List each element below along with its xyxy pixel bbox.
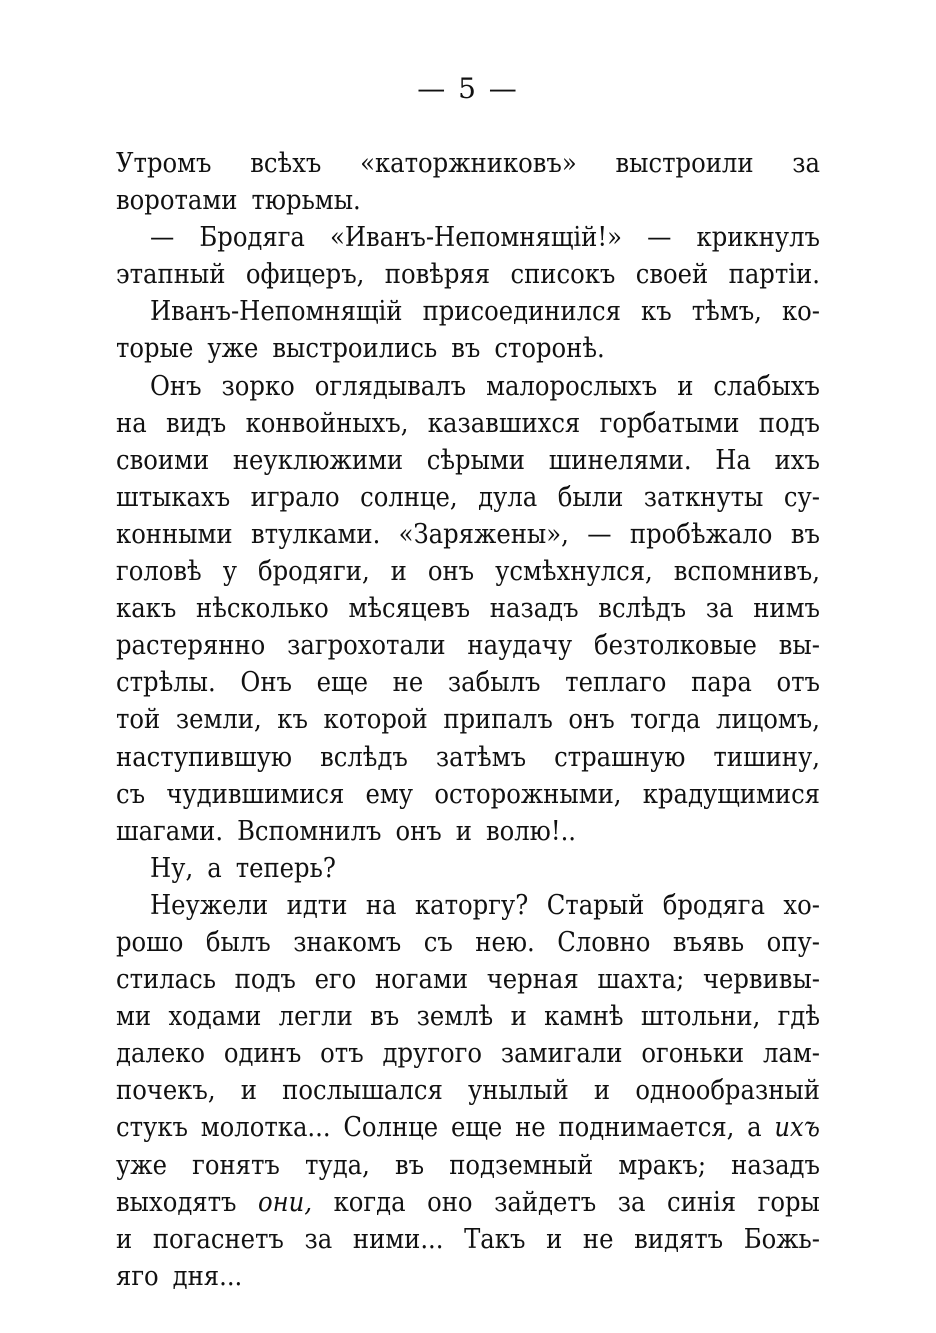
word: яго	[116, 1260, 159, 1292]
word: уже	[207, 333, 259, 365]
word: конвойныхъ,	[245, 407, 409, 439]
word: тюрьмы.	[251, 185, 361, 217]
word: не	[515, 1112, 546, 1144]
word: гонятъ	[192, 1149, 280, 1181]
text-line	[116, 1147, 820, 1184]
word: безтолковые	[593, 630, 757, 662]
word: далеко	[116, 1038, 206, 1070]
word: Иванъ-Непомнящій	[150, 296, 403, 328]
word: въ	[394, 1149, 425, 1181]
word: подземный	[449, 1149, 594, 1181]
word: затѣмъ	[435, 741, 527, 773]
word: мракъ;	[618, 1149, 707, 1181]
word: чудившимися	[166, 778, 345, 810]
word: отъ	[776, 667, 820, 699]
text-line	[116, 1258, 820, 1295]
word: ихъ	[774, 1112, 820, 1144]
text-line	[116, 330, 820, 367]
word: ходами	[168, 1001, 262, 1033]
word: казавшихся	[427, 407, 581, 439]
word: Старый	[546, 889, 645, 921]
word: Онъ	[240, 667, 292, 699]
word: которой	[323, 704, 428, 736]
text-line	[116, 219, 820, 256]
word: торые	[116, 333, 194, 365]
word: и	[510, 1001, 527, 1033]
word: идти	[286, 889, 348, 921]
text-line	[116, 553, 820, 590]
word: не	[392, 667, 424, 699]
word: туда,	[304, 1149, 370, 1181]
word: растерянно	[116, 630, 266, 662]
word: въ	[370, 1001, 400, 1033]
word: зорко	[221, 370, 295, 402]
word: гдѣ	[777, 1001, 820, 1033]
word: головѣ	[116, 556, 202, 588]
word: бродяга	[662, 889, 765, 921]
word: бродяги,	[257, 556, 370, 588]
text-line	[116, 998, 820, 1035]
word: ми	[116, 1001, 152, 1033]
word: горы	[757, 1186, 820, 1218]
word: наступившую	[116, 741, 293, 773]
word: осторожными,	[434, 778, 622, 810]
word: крадущимися	[642, 778, 820, 810]
text-line	[116, 1109, 820, 1146]
word: а	[207, 852, 222, 884]
word: унылый	[467, 1075, 569, 1107]
word: и	[677, 370, 694, 402]
word: оглядывалъ	[314, 370, 467, 402]
word: ногами	[374, 964, 469, 996]
text-line	[116, 1035, 820, 1072]
text-line	[116, 145, 820, 182]
word: Солнце	[343, 1112, 439, 1144]
word: и	[116, 1223, 133, 1255]
word: своей	[635, 259, 709, 291]
word: списокъ	[510, 259, 616, 291]
word: его	[314, 964, 357, 996]
text-line	[116, 590, 820, 627]
word: Словно	[557, 926, 651, 958]
word: еще	[450, 1112, 503, 1144]
word: каторгу?	[414, 889, 529, 921]
word: шинелями.	[548, 444, 692, 476]
word: вспомнивъ,	[673, 556, 820, 588]
word: червивы-	[702, 964, 820, 996]
word: Утромъ	[116, 148, 212, 179]
word: Такъ	[464, 1223, 526, 1255]
word: крикнулъ	[696, 222, 820, 254]
word: выстроили	[615, 148, 754, 179]
word: —	[150, 222, 175, 254]
word: лам-	[762, 1038, 820, 1070]
word: этапный	[116, 259, 226, 291]
word: На	[715, 444, 751, 476]
word: Божь-	[743, 1223, 820, 1255]
word: однообразный	[635, 1075, 820, 1107]
word: «каторжниковъ»	[360, 148, 577, 179]
word: оно	[427, 1186, 473, 1218]
word: забылъ	[447, 667, 541, 699]
text-line	[116, 516, 820, 553]
word: погаснетъ	[152, 1223, 284, 1255]
word: земли,	[175, 704, 262, 736]
word: втулками.	[251, 518, 381, 550]
text-line	[116, 256, 820, 293]
word: играло	[250, 481, 340, 513]
word: за	[705, 593, 734, 625]
word: ихъ	[774, 444, 820, 476]
text-line	[116, 701, 820, 738]
word: тогда	[630, 704, 701, 736]
word: на	[365, 889, 397, 921]
text-line	[116, 887, 820, 924]
word: какъ	[116, 593, 177, 625]
word: ко-	[781, 296, 820, 328]
word: «Заряжены»,	[398, 518, 569, 550]
word: Вспомнилъ	[237, 815, 382, 847]
text-line	[116, 293, 820, 330]
word: когда	[333, 1186, 406, 1218]
text-line	[116, 813, 820, 850]
word: уже	[116, 1149, 168, 1181]
word: теплаго	[565, 667, 667, 699]
word: и	[390, 556, 407, 588]
word: опу-	[766, 926, 820, 958]
word: за	[617, 1186, 646, 1218]
word: огоньки	[641, 1038, 745, 1070]
word: «Иванъ-Непомнящій!»	[330, 222, 622, 254]
word: у	[222, 556, 237, 588]
word: выстроились	[272, 333, 438, 365]
word: загрохотали	[287, 630, 446, 662]
word: нѣсколько	[196, 593, 329, 625]
word: рошо	[116, 926, 184, 958]
word: Онъ	[150, 370, 202, 402]
word: черная	[486, 964, 579, 996]
word: къ	[277, 704, 308, 736]
word: офицеръ,	[245, 259, 365, 291]
word: сѣрыми	[426, 444, 525, 476]
word: пробѣжало	[629, 518, 773, 550]
word: въявь	[672, 926, 745, 958]
word: хо-	[783, 889, 820, 921]
word: и	[593, 1075, 611, 1107]
word: малорослыхъ	[486, 370, 658, 402]
word: подъ	[234, 964, 296, 996]
word: синія	[667, 1186, 737, 1218]
word: тишину,	[713, 741, 820, 773]
word: теперь?	[235, 852, 336, 884]
word: воротами	[116, 185, 238, 217]
word: штольни,	[640, 1001, 761, 1033]
word: Ну,	[150, 852, 194, 884]
text-line	[116, 405, 820, 442]
word: горбатыми	[599, 407, 740, 439]
text-line	[116, 739, 820, 776]
word: другого	[382, 1038, 483, 1070]
text-line	[116, 961, 820, 998]
word: назадъ	[731, 1149, 820, 1181]
word: волю!..	[485, 815, 576, 847]
word: еще	[316, 667, 368, 699]
word: ему	[365, 778, 414, 810]
word: пара	[691, 667, 752, 699]
word: послышался	[282, 1075, 443, 1107]
body-text	[116, 145, 820, 1295]
word: подъ	[758, 407, 820, 439]
word: не	[582, 1223, 614, 1255]
text-line	[116, 479, 820, 516]
word: въ	[790, 518, 820, 550]
word: страшную	[554, 741, 686, 773]
word: за	[304, 1223, 333, 1255]
word: вы-	[778, 630, 820, 662]
word: усмѣхнулся,	[495, 556, 653, 588]
text-line	[116, 776, 820, 813]
word: той	[116, 704, 161, 736]
word: повѣряя	[384, 259, 491, 291]
word: —	[647, 222, 672, 254]
word: своими	[116, 444, 210, 476]
word: —	[587, 518, 612, 550]
text-line	[116, 850, 820, 887]
word: одинъ	[223, 1038, 302, 1070]
text-line	[116, 1072, 820, 1109]
word: назадъ	[489, 593, 579, 625]
word: а	[747, 1112, 762, 1144]
text-line	[116, 1221, 820, 1258]
word: отъ	[320, 1038, 364, 1070]
word: Бродяга	[199, 222, 305, 254]
text-line	[116, 1184, 820, 1221]
word: замигали	[500, 1038, 623, 1070]
text-line	[116, 368, 820, 405]
text-line	[116, 924, 820, 961]
word: штыкахъ	[116, 481, 231, 513]
word: наудачу	[467, 630, 573, 662]
word: лицомъ,	[716, 704, 820, 736]
word: вслѣдъ	[320, 741, 408, 773]
word: припалъ	[443, 704, 553, 736]
word: дня...	[172, 1260, 243, 1292]
word: солнце,	[360, 481, 458, 513]
word: молотка...	[200, 1112, 331, 1144]
word: почекъ,	[116, 1075, 216, 1107]
word: нею.	[475, 926, 535, 958]
word: шагами.	[116, 815, 224, 847]
word: онъ	[568, 704, 615, 736]
word: нимъ	[753, 593, 820, 625]
word: конными	[116, 518, 233, 550]
word: заткнуты	[643, 481, 764, 513]
word: стукъ	[116, 1112, 188, 1144]
word: дула	[478, 481, 538, 513]
word: онъ	[395, 815, 442, 847]
text-line	[116, 627, 820, 664]
word: и	[546, 1223, 563, 1255]
word: на	[116, 407, 147, 439]
word: видятъ	[634, 1223, 724, 1255]
word: вслѣдъ	[598, 593, 687, 625]
word: поднимается,	[558, 1112, 735, 1144]
word: къ	[641, 296, 672, 328]
word: съ	[116, 778, 146, 810]
text-line	[116, 182, 820, 219]
word: шахта;	[597, 964, 685, 996]
word: видъ	[166, 407, 227, 439]
word: и	[240, 1075, 257, 1107]
word: были	[557, 481, 624, 513]
word: сторонѣ.	[494, 333, 605, 365]
text-line	[116, 442, 820, 479]
word: легли	[278, 1001, 353, 1033]
word: Неужели	[150, 889, 269, 921]
word: су-	[783, 481, 820, 513]
word: и	[455, 815, 472, 847]
word: неуклюжими	[232, 444, 404, 476]
page-number: — 5 —	[417, 72, 519, 105]
word: присоединился	[422, 296, 621, 328]
word: камнѣ	[544, 1001, 624, 1033]
word: мѣсяцевъ	[348, 593, 471, 625]
word: стилась	[116, 964, 216, 996]
word: зайдетъ	[494, 1186, 597, 1218]
word: выходятъ	[116, 1186, 237, 1218]
word: они,	[258, 1186, 313, 1218]
word: въ	[451, 333, 481, 365]
word: стрѣлы.	[116, 667, 216, 699]
word: съ	[423, 926, 453, 958]
word: слабыхъ	[713, 370, 820, 402]
word: землѣ	[416, 1001, 494, 1033]
word: всѣхъ	[250, 148, 322, 179]
word: ними...	[352, 1223, 444, 1255]
word: за	[792, 148, 820, 179]
word: онъ	[427, 556, 475, 588]
word: былъ	[205, 926, 271, 958]
word: тѣмъ,	[691, 296, 762, 328]
text-line	[116, 664, 820, 701]
word: партіи.	[728, 259, 820, 291]
word: знакомъ	[293, 926, 402, 958]
